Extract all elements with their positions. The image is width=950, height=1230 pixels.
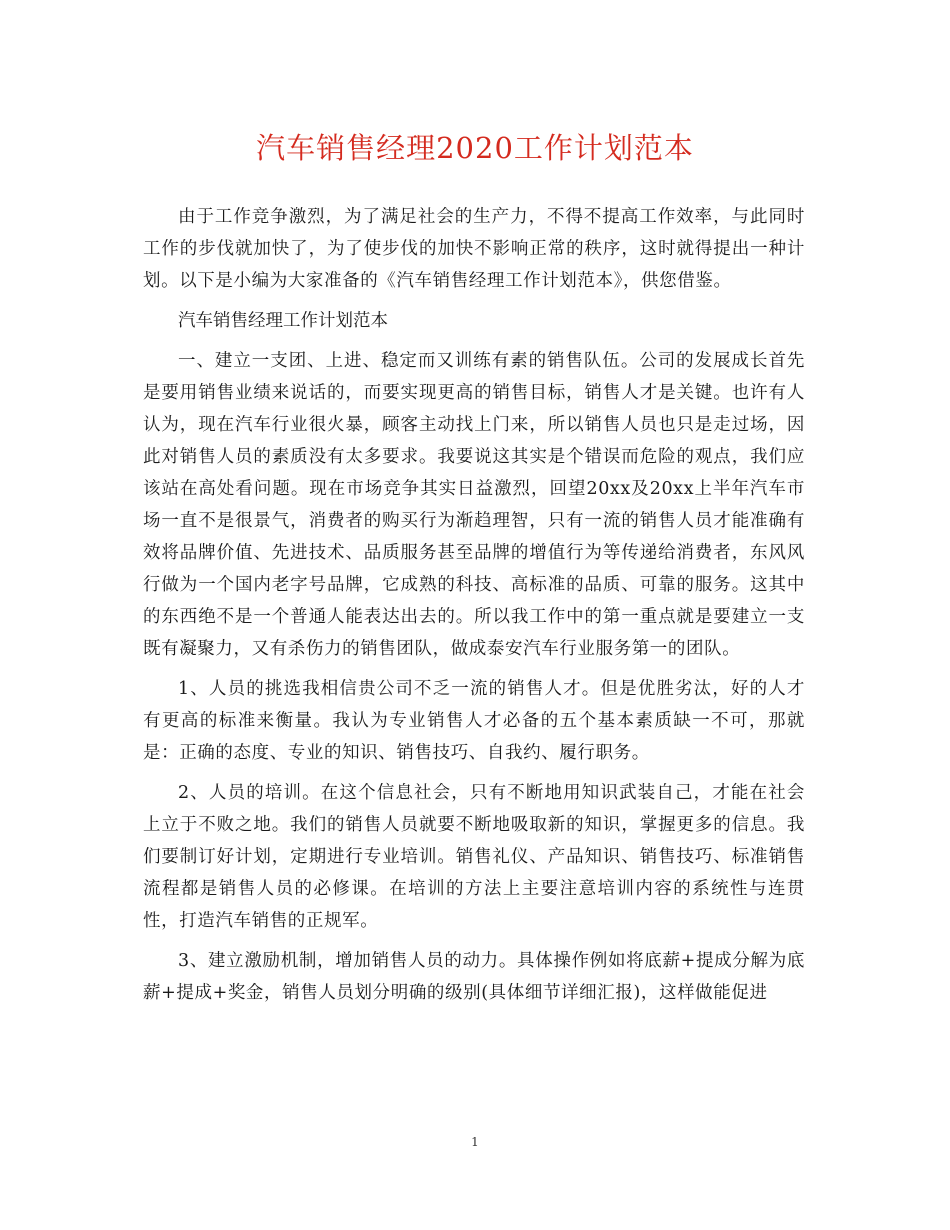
page-number: 1 — [471, 1135, 479, 1149]
section-heading: 汽车销售经理工作计划范本 — [178, 311, 388, 331]
section-one-paragraph: 一、建立一支团、上进、稳定而又训练有素的销售队伍。公司的发展成长首先是要用销售业绩来说话的，而要实现更高的销售目标，销售人才是关键。也许有人认为，现在汽车行业很火暴，顾客主动找上门来，所以销售人员也只是走过场，因此对销售人员的素质没有太多要求。我要说这其实是个错误而危险的观点，我们应该站在高处看问题。现在市场竞争其实日益激烈，回望20xx及20xx上半年汽车市场一直不是很景气，消费者的购买行为渐趋理智，只有一流的销售人员才能准确有效将品牌价值、先进技术、品质服务甚至品牌的增值行为等传递给消费者，东风风行做为一个国内老字号品牌，它成熟的科技、高标准的品质、可靠的服务。这其中的东西绝不是一个普通人能表达出去的。所以我工作中的第一重点就是要建立一支既有凝聚力，又有杀伤力的销售团队，做成泰安汽车行业服务第一的团队。 — [143, 351, 805, 659]
item-two-paragraph: 2、人员的培训。在这个信息社会，只有不断地用知识武装自己，才能在社会上立于不败之地。我们的销售人员就要不断地吸取新的知识，掌握更多的信息。我们要制订好计划，定期进行专业培训。销售礼仪、产品知识、销售技巧、标准销售流程都是销售人员的必修课。在培训的方法上主要注意培训内容的系统性与连贯性，打造汽车销售的正规军。 — [143, 783, 805, 931]
item-one-paragraph: 1、人员的挑选我相信贵公司不乏一流的销售人才。但是优胜劣汰，好的人才有更高的标准来衡量。我认为专业销售人才必备的五个基本素质缺一不可，那就是：正确的态度、专业的知识、销售技巧、自我约、履行职务。 — [143, 679, 805, 763]
document-body — [143, 201, 805, 1017]
item-three-paragraph: 3、建立激励机制，增加销售人员的动力。具体操作例如将底薪+提成分解为底薪+提成+奖金，销售人员划分明确的级别(具体细节详细汇报)，这样做能促进 — [143, 951, 805, 1003]
intro-paragraph: 由于工作竞争激烈，为了满足社会的生产力，不得不提高工作效率，与此同时工作的步伐就加快了，为了使步伐的加快不影响正常的秩序，这时就得提出一种计划。以下是小编为大家准备的《汽车销售经理工作计划范本》，供您借鉴。 — [143, 207, 805, 291]
document-title: 汽车销售经理2020工作计划范本 — [256, 131, 694, 165]
